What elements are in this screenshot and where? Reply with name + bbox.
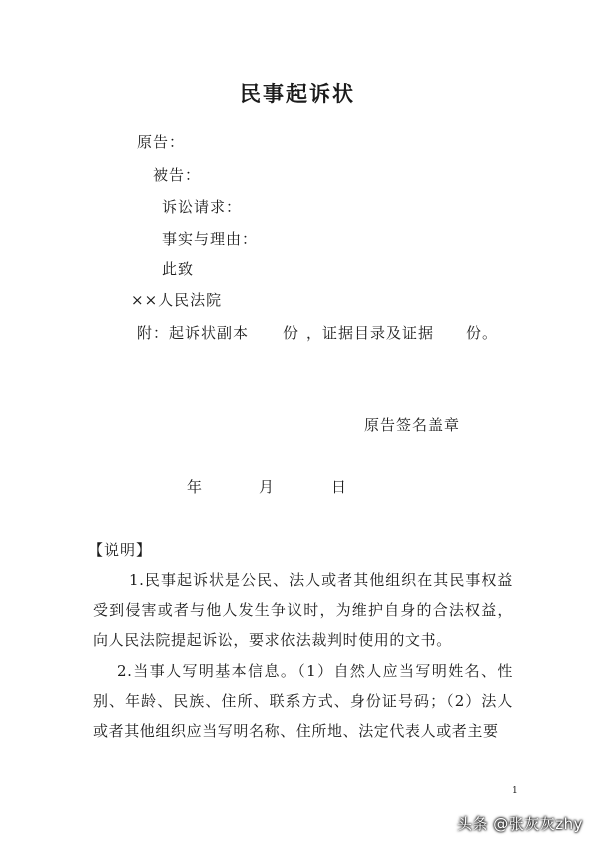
page-number: 1 bbox=[512, 786, 518, 796]
appendix-prefix: 附：起诉状副本 bbox=[137, 324, 250, 342]
note-paragraph-2: 2.当事人写明基本信息。（1）自然人应当写明姓名、性别、年龄、民族、住所、联系方式、身份证号码；（2）法人或者其他组织应当写明名称、住所地、法定代表人或者主要 bbox=[93, 662, 513, 740]
appendix-copies-unit-2: 份。 bbox=[466, 324, 499, 342]
date-day: 日 bbox=[331, 478, 348, 496]
date-year: 年 bbox=[187, 478, 204, 496]
claims-label: 诉讼请求： bbox=[162, 198, 243, 216]
defendant-label: 被告： bbox=[153, 166, 202, 184]
facts-label: 事实与理由： bbox=[162, 230, 259, 248]
note-paragraph-1: 1.民事起诉状是公民、法人或者其他组织在其民事权益受到侵害或者与他人发生争议时，为维护自身的合法权益，向人民法院提起诉讼，要求依法裁判时使用的文书。 bbox=[93, 571, 513, 649]
plaintiff-label: 原告： bbox=[137, 133, 186, 151]
salutation: 此致 bbox=[162, 260, 195, 278]
court-name: ××人民法院 bbox=[131, 291, 223, 309]
document-title: 民事起诉状 bbox=[240, 81, 355, 106]
watermark-text: 头条 @张灰灰zhy bbox=[456, 815, 583, 833]
appendix-copies-unit-1: 份 bbox=[283, 324, 300, 342]
signature-label: 原告签名盖章 bbox=[364, 416, 461, 434]
date-month: 月 bbox=[259, 478, 276, 496]
notes-heading: 【说明】 bbox=[88, 541, 153, 559]
appendix-middle: ，证据目录及证据 bbox=[306, 324, 435, 342]
